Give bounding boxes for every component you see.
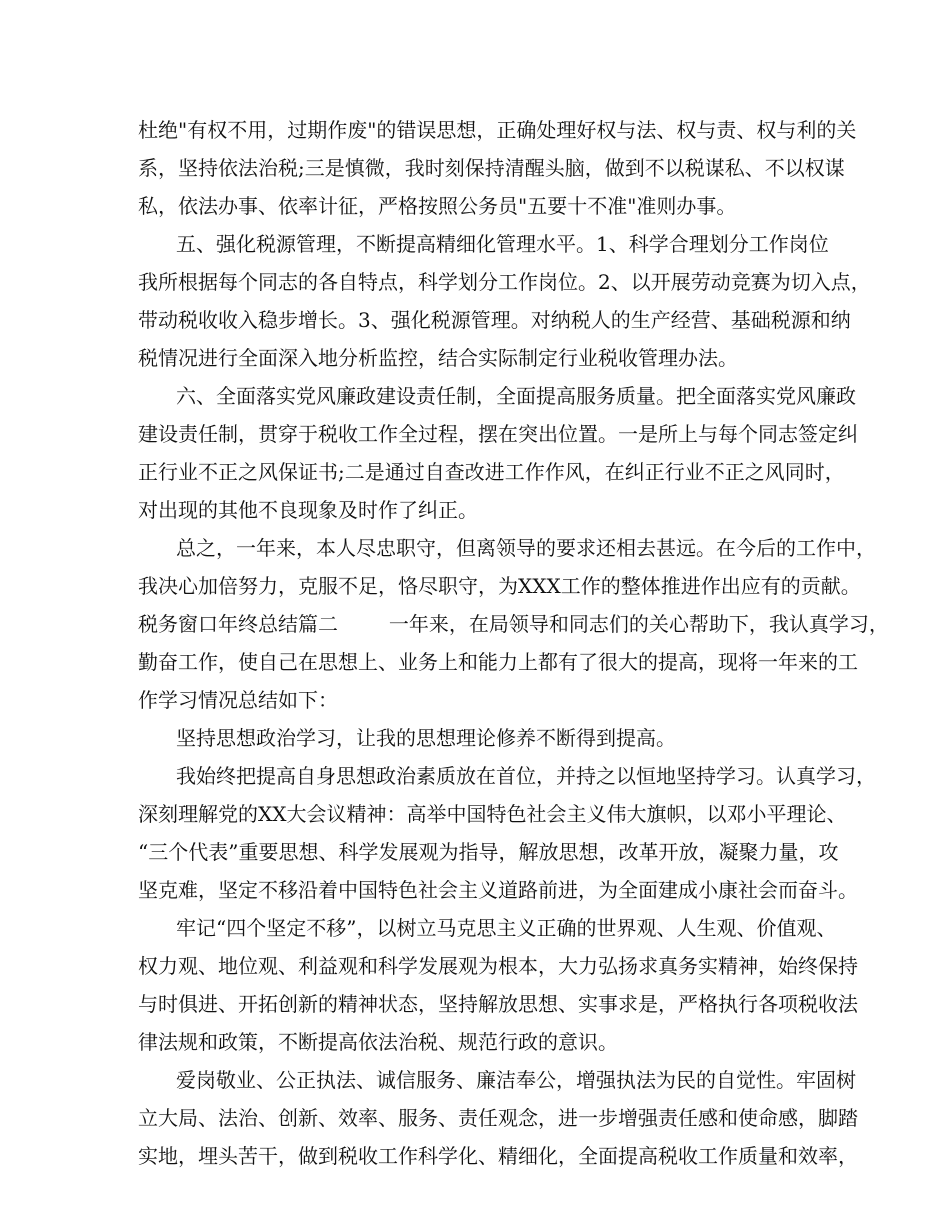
text-line: 我决心加倍努力，克服不足，恪尽职守，为XXX工作的整体推进作出应有的贡献。 <box>138 574 861 598</box>
text-line: 我所根据每个同志的各自特点，科学划分工作岗位。2、以开展劳动竞赛为切入点， <box>138 270 871 294</box>
text-line: 总之，一年来，本人尽忠职守，但离领导的要求还相去甚远。在今后的工作中， <box>176 536 876 560</box>
text-line: 实地，埋头苦干，做到税收工作科学化、精细化，全面提高税收工作质量和效率， <box>138 1144 858 1168</box>
text-line: “三个代表”重要思想、科学发展观为指导，解放思想，改革开放，凝聚力量，攻 <box>138 840 839 864</box>
text-line: 坚持思想政治学习，让我的思想理论修养不断得到提高。 <box>176 726 676 750</box>
text-line: 五、强化税源管理，不断提高精细化管理水平。1、科学合理划分工作岗位 <box>176 232 829 256</box>
section-heading-line: 税务窗口年终总结篇二 一年来，在局领导和同志们的关心帮助下，我认真学习， <box>138 612 889 636</box>
text-line: 坚克难，坚定不移沿着中国特色社会主义道路前进，为全面建成小康社会而奋斗。 <box>138 878 858 902</box>
text-line: 权力观、地位观、利益观和科学发展观为根本，大力弘扬求真务实精神，始终保持 <box>138 954 858 978</box>
text-line: 深刻理解党的XX大会议精神：高举中国特色社会主义伟大旗帜，以邓小平理论、 <box>138 802 847 826</box>
text-line: 系，坚持依法治税;三是慎微，我时刻保持清醒头脑，做到不以税谋私、不以权谋 <box>138 156 845 180</box>
text-line: 律法规和政策，不断提高依法治税、规范行政的意识。 <box>138 1030 618 1054</box>
text-line: 牢记“四个坚定不移”，以树立马克思主义正确的世界观、人生观、价值观、 <box>176 916 837 940</box>
text-line: 立大局、法治、创新、效率、服务、责任观念，进一步增强责任感和使命感，脚踏 <box>138 1106 858 1130</box>
text-line: 带动税收收入稳步增长。3、强化税源管理。对纳税人的生产经营、基础税源和纳 <box>138 308 851 332</box>
text-line: 对出现的其他不良现象及时作了纠正。 <box>138 498 478 522</box>
text-line: 私，依法办事、依率计征，严格按照公务员"五要十不准"准则办事。 <box>138 194 737 218</box>
text-line: 六、全面落实党风廉政建设责任制，全面提高服务质量。把全面落实党风廉政 <box>176 384 856 408</box>
text-line: 杜绝"有权不用，过期作废"的错误思想，正确处理好权与法、权与责、权与利的关 <box>138 118 857 142</box>
text-line: 正行业不正之风保证书;二是通过自查改进工作作风，在纠正行业不正之风同时， <box>138 460 845 484</box>
text-line: 勤奋工作，使自己在思想上、业务上和能力上都有了很大的提高，现将一年来的工 <box>138 650 858 674</box>
text-line: 爱岗敬业、公正执法、诚信服务、廉洁奉公，增强执法为民的自觉性。牢固树 <box>176 1068 856 1092</box>
text-line: 作学习情况总结如下： <box>138 688 338 712</box>
text-line: 税情况进行全面深入地分析监控，结合实际制定行业税收管理办法。 <box>138 346 738 370</box>
text-line: 与时俱进、开拓创新的精神状态，坚持解放思想、实事求是，严格执行各项税收法 <box>138 992 858 1016</box>
text-line: 建设责任制，贯穿于税收工作全过程，摆在突出位置。一是所上与每个同志签定纠 <box>138 422 858 446</box>
text-line: 我始终把提高自身思想政治素质放在首位，并持之以恒地坚持学习。认真学习， <box>176 764 876 788</box>
